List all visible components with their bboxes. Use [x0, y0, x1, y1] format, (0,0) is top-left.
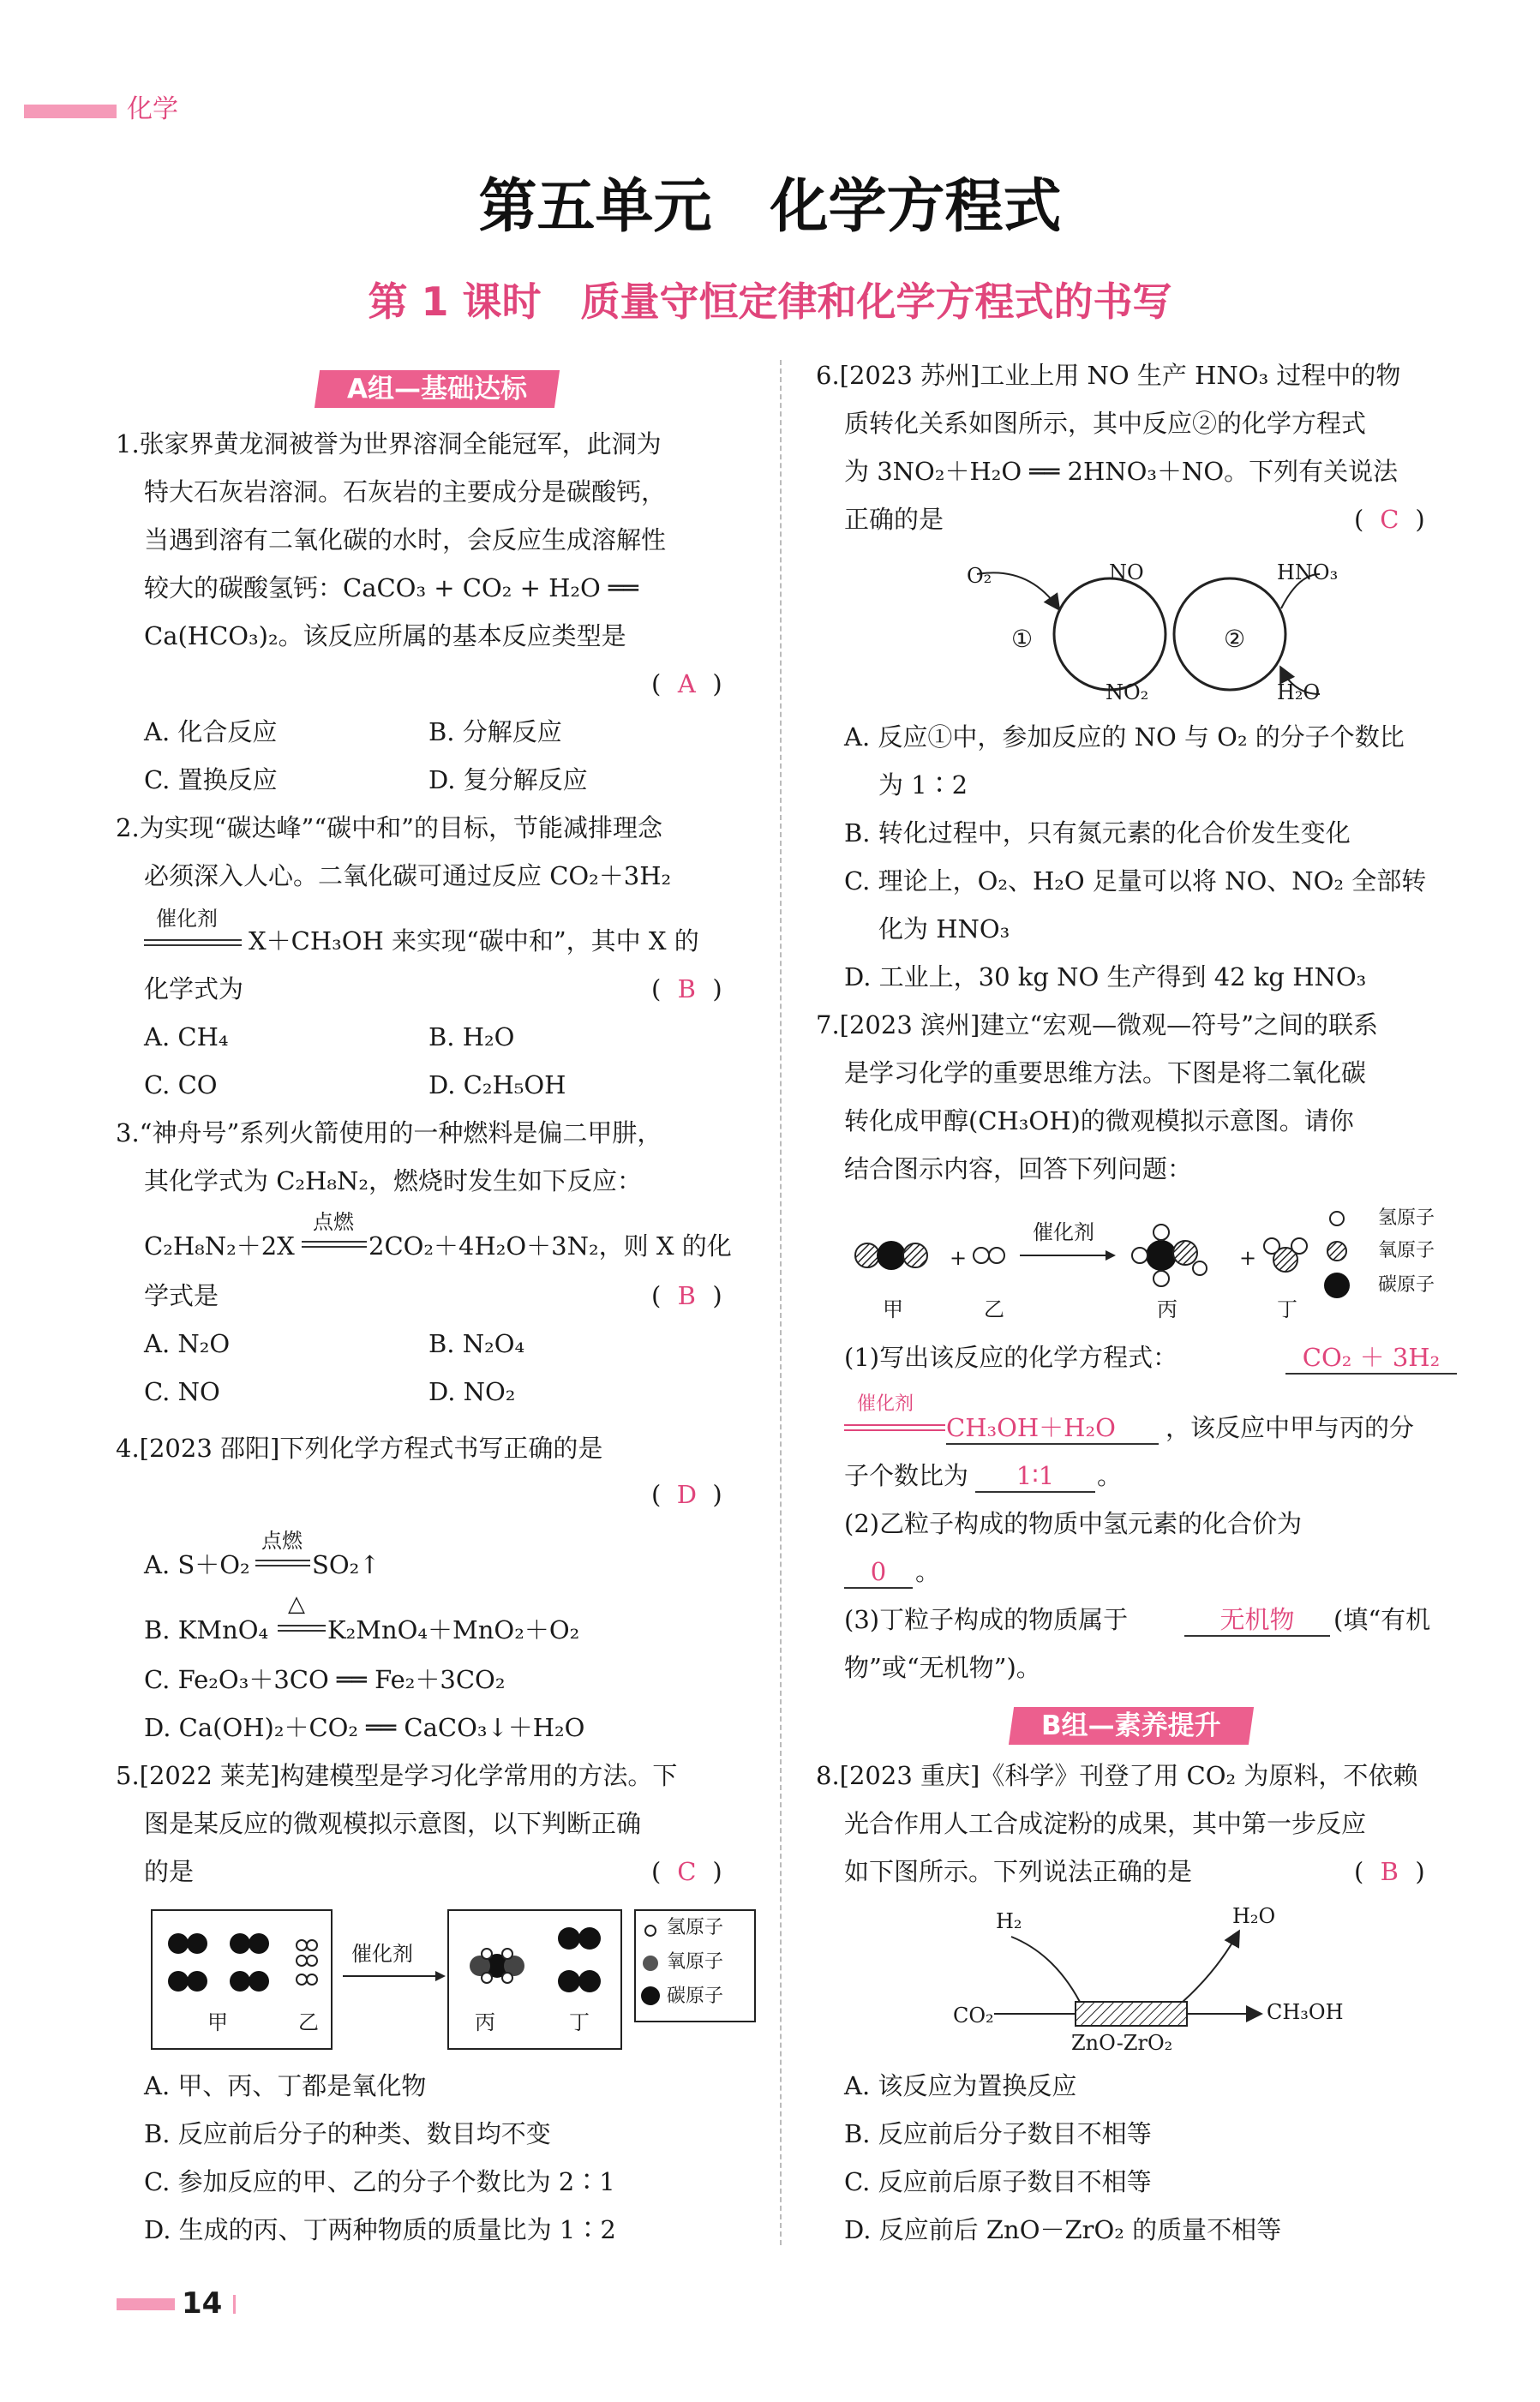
- q4-option-a-left: A. S＋O₂: [144, 1550, 250, 1579]
- q7-p1-answer-1: CO₂ ＋ 3H₂: [1285, 1342, 1457, 1375]
- q7-p1-answer-2: CH₃OH＋H₂O: [946, 1412, 1159, 1445]
- q7-p3-suffix: (填“有机: [1333, 1605, 1431, 1634]
- q8-option-a: A. 该反应为置换反应: [844, 2071, 1077, 2100]
- lesson-title: 第 1 课时 质量守恒定律和化学方程式的书写: [368, 279, 1172, 325]
- q7-line-4: 结合图示内容，回答下列问题：: [844, 1154, 1193, 1183]
- q7-p2-answer: 0: [844, 1556, 913, 1589]
- q4-answer: ( D ): [651, 1480, 722, 1509]
- q7-line-2: 是学习化学的重要思维方法。下图是将二氧化碳: [844, 1058, 1367, 1087]
- q5-catalyst: 催化剂: [351, 1942, 413, 1966]
- q6-r2: ②: [1224, 625, 1246, 653]
- q5-reactant-box: [151, 1909, 333, 2050]
- q2-catalyst: 催化剂: [156, 907, 218, 931]
- q7-plus-2: +: [1239, 1246, 1257, 1270]
- q4b-arrow-line-2: [278, 1630, 326, 1632]
- q3-line-3a: C₂H₈N₂＋2X: [144, 1231, 295, 1261]
- q7-line-3: 转化成甲醇(CH₃OH)的微观模拟示意图。请你: [844, 1106, 1354, 1135]
- q5-legend-h: 氢原子: [667, 1917, 724, 1938]
- q8-line-1: 8.[2023 重庆]《科学》刊登了用 CO₂ 为原料，不依赖: [816, 1761, 1418, 1790]
- q3-option-d: D. NO₂: [428, 1377, 516, 1406]
- q5-arrow: [343, 1968, 446, 1985]
- q2-arrow-line: [144, 939, 242, 941]
- q7-p1-ratio: 1∶1: [975, 1460, 1095, 1493]
- q5-bing: 丙: [475, 2010, 495, 2034]
- footer-bar: [117, 2298, 175, 2310]
- q4-option-a-cond: 点燃: [261, 1529, 303, 1553]
- q6-line-3: 为 3NO₂＋H₂O ══ 2HNO₃＋NO。下列有关说法: [844, 457, 1399, 486]
- q2-line-4: 化学式为: [144, 974, 244, 1003]
- q7-catalyst: 催化剂: [1033, 1220, 1094, 1244]
- section-a-badge: A组—基础达标: [315, 370, 560, 408]
- q7-p3-prefix: (3)丁粒子构成的物质属于: [844, 1605, 1129, 1634]
- q2-line-3: X＋CH₃OH 来实现“碳中和”，其中 X 的: [249, 926, 699, 955]
- q2-option-b: B. H₂O: [428, 1022, 515, 1051]
- q1-line-4: 较大的碳酸氢钙：CaCO₃ + CO₂ + H₂O ══: [144, 573, 638, 602]
- q6-option-a1: A. 反应①中，参加反应的 NO 与 O₂ 的分子个数比: [844, 722, 1405, 752]
- q8-co2: CO₂: [953, 2004, 994, 2028]
- q6-option-c1: C. 理论上，O₂、H₂O 足量可以将 NO、NO₂ 全部转: [844, 866, 1427, 896]
- q7-p1-eq-line: [844, 1424, 945, 1426]
- q5-ding: 丁: [569, 2010, 590, 2034]
- q8-option-d: D. 反应前后 ZnO－ZrO₂ 的质量不相等: [844, 2215, 1282, 2244]
- q8-catalyst: ZnO-ZrO₂: [1071, 2031, 1173, 2055]
- q7-p2-end: 。: [915, 1557, 941, 1586]
- q4-option-b-cond: △: [288, 1591, 305, 1617]
- q4b-arrow-line: [278, 1625, 326, 1626]
- q1-line-3: 当遇到溶有二氧化碳的水时，会反应生成溶解性: [144, 525, 667, 554]
- q4-option-b-right: K₂MnO₄＋MnO₂＋O₂: [327, 1615, 580, 1644]
- q3-answer: ( B ): [651, 1281, 722, 1310]
- q2-option-a: A. CH₄: [144, 1022, 229, 1051]
- q8-option-b: B. 反应前后分子数目不相等: [844, 2119, 1152, 2148]
- q6-no2: NO₂: [1106, 680, 1149, 704]
- q6-option-c2: 化为 HNO₃: [878, 914, 1010, 943]
- q2-arrow-line-2: [144, 944, 242, 946]
- q6-h2o: H₂O: [1277, 680, 1321, 704]
- q6-line-2: 质转化关系如图所示，其中反应②的化学方程式: [844, 409, 1367, 438]
- q5-option-b: B. 反应前后分子的种类、数目均不变: [144, 2119, 551, 2148]
- q6-line-4: 正确的是: [844, 505, 944, 534]
- q7-p1-cond: 催化剂: [857, 1393, 914, 1415]
- q2-option-c: C. CO: [144, 1070, 218, 1099]
- q6-option-b: B. 转化过程中，只有氮元素的化合价发生变化: [844, 818, 1351, 848]
- q7-p1-ratio-prefix: 子个数比为: [844, 1461, 969, 1490]
- q1-line-5: Ca(HCO₃)₂。该反应所属的基本反应类型是: [144, 621, 626, 650]
- q8-option-c: C. 反应前后原子数目不相等: [844, 2167, 1152, 2196]
- q5-option-a: A. 甲、丙、丁都是氧化物: [144, 2071, 427, 2100]
- q3-line-1: 3.“神舟号”系列火箭使用的一种燃料是偏二甲肼，: [116, 1118, 662, 1147]
- q4-option-b-left: B. KMnO₄: [144, 1615, 269, 1644]
- q3-line-2: 其化学式为 C₂H₈N₂，燃烧时发生如下反应：: [144, 1166, 642, 1195]
- q4-option-a-right: SO₂↑: [312, 1550, 381, 1579]
- q7-p3-end: 物”或“无机物”)。: [844, 1653, 1041, 1682]
- q3-arrow-line-2: [302, 1246, 367, 1248]
- q5-legend-box: [634, 1909, 756, 2022]
- q1-option-d: D. 复分解反应: [428, 765, 588, 794]
- q4-line-1: 4.[2023 邵阳]下列化学方程式书写正确的是: [116, 1434, 603, 1463]
- q5-jia: 甲: [207, 2010, 228, 2034]
- q8-h2o: H₂O: [1232, 1904, 1276, 1928]
- q1-line-2: 特大石灰岩溶洞。石灰岩的主要成分是碳酸钙，: [144, 477, 667, 506]
- footer-tick: [233, 2295, 236, 2314]
- q6-option-a2: 为 1∶2: [878, 770, 968, 800]
- q5-option-d: D. 生成的丙、丁两种物质的质量比为 1∶2: [144, 2215, 616, 2244]
- q6-hno3: HNO₃: [1277, 560, 1339, 584]
- q1-option-a: A. 化合反应: [144, 717, 278, 746]
- q7-p2-prefix: (2)乙粒子构成的物质中氢元素的化合价为: [844, 1509, 1303, 1538]
- q8-ch3oh: CH₃OH: [1267, 2000, 1344, 2024]
- q6-line-1: 6.[2023 苏州]工业上用 NO 生产 HNO₃ 过程中的物: [816, 361, 1401, 390]
- q7-legend-c: 碳原子: [1378, 1274, 1435, 1296]
- oxygen-atom-icon: [643, 1956, 658, 1971]
- q7-p1-end: 。: [1097, 1461, 1123, 1490]
- q7-p1-prefix: (1)写出该反应的化学方程式：: [844, 1343, 1178, 1372]
- page-number: 14: [182, 2286, 223, 2321]
- q5-legend-o: 氧原子: [667, 1951, 724, 1973]
- q7-legend-o: 氧原子: [1378, 1240, 1435, 1261]
- q1-line-1: 1.张家界黄龙洞被誉为世界溶洞全能冠军，此洞为: [116, 429, 662, 458]
- q7-p1-eq-line-2: [844, 1429, 945, 1431]
- q5-legend-c: 碳原子: [667, 1986, 724, 2007]
- q6-option-d: D. 工业上，30 kg NO 生产得到 42 kg HNO₃: [844, 962, 1367, 991]
- q5-option-c: C. 参加反应的甲、乙的分子个数比为 2∶1: [144, 2167, 615, 2196]
- q7-bing: 丙: [1157, 1297, 1177, 1321]
- q7-jia: 甲: [883, 1297, 903, 1321]
- q1-option-c: C. 置换反应: [144, 765, 278, 794]
- q5-line-2: 图是某反应的微观模拟示意图，以下判断正确: [144, 1809, 642, 1838]
- q7-legend-h: 氢原子: [1378, 1207, 1435, 1229]
- q3-option-c: C. NO: [144, 1377, 220, 1406]
- column-divider: [780, 360, 782, 2245]
- subject-label: 化学: [127, 94, 178, 124]
- q7-yi: 乙: [984, 1297, 1004, 1321]
- hydrogen-atom-icon: [644, 1925, 656, 1937]
- q8-h2: H₂: [996, 1909, 1022, 1933]
- q7-plus-1: +: [950, 1246, 968, 1270]
- q7-ding: 丁: [1277, 1297, 1297, 1321]
- q3-arrow-line: [302, 1241, 367, 1243]
- q7-p1-mid: ，该反应中甲与丙的分: [1165, 1413, 1415, 1442]
- q6-o2: O₂: [967, 564, 992, 588]
- q8-answer: ( B ): [1354, 1857, 1425, 1886]
- q6-no: NO: [1109, 560, 1144, 584]
- unit-title: 第五单元 化学方程式: [478, 173, 1062, 241]
- q2-line-2: 必须深入人心。二氧化碳可通过反应 CO₂＋3H₂: [144, 861, 672, 890]
- q7-line-1: 7.[2023 滨州]建立“宏观—微观—符号”之间的联系: [816, 1010, 1378, 1039]
- q5-yi: 乙: [298, 2010, 319, 2034]
- q4-option-c: C. Fe₂O₃＋3CO ══ Fe₂＋3CO₂: [144, 1665, 506, 1694]
- q6-answer: ( C ): [1354, 505, 1425, 534]
- q2-line-1: 2.为实现“碳达峰”“碳中和”的目标，节能减排理念: [116, 813, 662, 842]
- section-b-badge: B组—素养提升: [1009, 1707, 1254, 1745]
- q3-line-3b: 2CO₂＋4H₂O＋3N₂，则 X 的化: [369, 1231, 732, 1261]
- header-bar: [24, 105, 117, 118]
- q8-line-2: 光合作用人工合成淀粉的成果，其中第一步反应: [844, 1809, 1367, 1838]
- q7-p3-answer: 无机物: [1184, 1604, 1330, 1637]
- q5-answer: ( C ): [651, 1857, 722, 1886]
- q5-product-box: [447, 1909, 622, 2050]
- q3-condition: 点燃: [313, 1210, 354, 1234]
- carbon-atom-icon: [641, 1986, 660, 2005]
- q5-line-3: 的是: [144, 1857, 195, 1886]
- q3-option-b: B. N₂O₄: [428, 1329, 525, 1358]
- q1-answer: ( A ): [651, 669, 722, 698]
- q3-line-4: 学式是: [144, 1281, 219, 1310]
- q2-answer: ( B ): [651, 974, 722, 1003]
- q8-line-3: 如下图所示。下列说法正确的是: [844, 1857, 1193, 1886]
- q6-r1: ①: [1011, 625, 1034, 653]
- q4a-arrow-line-2: [255, 1565, 310, 1566]
- q2-option-d: D. C₂H₅OH: [428, 1070, 566, 1099]
- q1-option-b: B. 分解反应: [428, 717, 562, 746]
- q4-option-d: D. Ca(OH)₂＋CO₂ ══ CaCO₃↓＋H₂O: [144, 1713, 585, 1742]
- q3-option-a: A. N₂O: [144, 1329, 231, 1358]
- q5-line-1: 5.[2022 莱芜]构建模型是学习化学常用的方法。下: [116, 1761, 678, 1790]
- q4a-arrow-line: [255, 1560, 310, 1561]
